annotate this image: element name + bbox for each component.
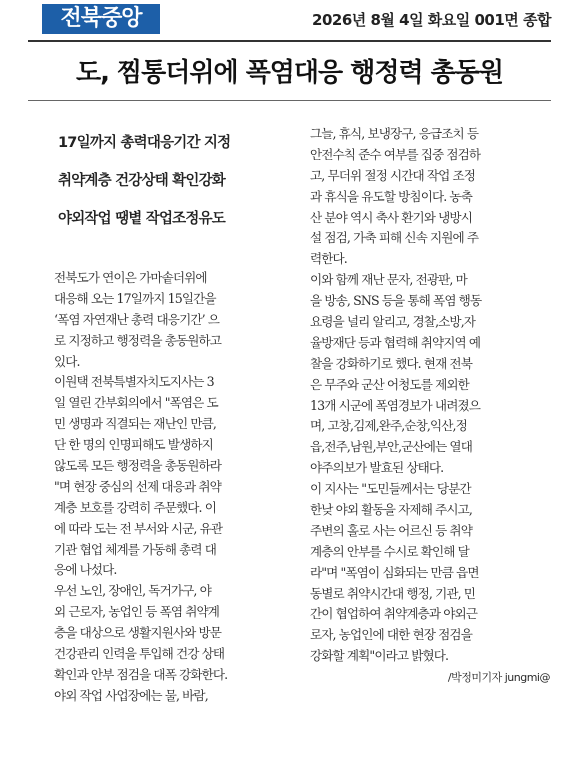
- body-line: 은 무주와 군산 어청도를 제외한: [310, 376, 469, 392]
- top-rule: [28, 40, 551, 42]
- body-line: "며 현장 중심의 선제 대응과 취약: [54, 478, 221, 494]
- subheads: [58, 124, 298, 238]
- body-line: 설 점검, 가축 피해 신속 지원에 주: [310, 230, 479, 246]
- byline-row: [310, 667, 550, 688]
- subhead: 야외작업 땡볕 작업조정유도: [58, 211, 225, 227]
- body-line: 산 분야 역시 축사 환기와 냉방시: [310, 209, 472, 225]
- body-line: 층을 대상으로 생활지원사와 방문: [54, 625, 222, 641]
- headline-rule: [28, 100, 551, 101]
- right-column: [310, 124, 550, 688]
- body-line: 이 지사는 "도민들께서는 당분간: [310, 481, 471, 497]
- body-line: 간이 협업하여 취약계층과 야외근: [310, 606, 478, 622]
- body-line: 있다.: [54, 353, 80, 369]
- body-line: 기관 협업 체계를 가동해 총력 대: [54, 541, 216, 557]
- subhead: 17일까지 총력대응기간 지정: [58, 135, 231, 151]
- body-line: 율방재단 등과 협력해 취약지역 예: [310, 334, 481, 350]
- body-line: 확인과 안부 점검을 대폭 강화한다.: [54, 666, 228, 682]
- masthead: [0, 0, 579, 44]
- body-line: 전북도가 연이은 가마솥더위에: [54, 270, 207, 285]
- subhead: 취약계층 건강상태 확인강화: [58, 173, 225, 189]
- byline: /박정미기자 jungmi@: [447, 671, 550, 685]
- body-line: 대응해 오는 17일까지 15일간을: [54, 290, 216, 306]
- headline: 도, 찜통더위에 폭염대응 행정력 총동원: [76, 58, 503, 88]
- body-line: 우선 노인, 장애인, 독거가구, 야: [54, 583, 211, 599]
- body-line: 야주의보가 발효된 상태다.: [310, 460, 444, 476]
- body-line: 외 근로자, 농업인 등 폭염 취약계: [54, 604, 220, 620]
- body-line: 과 휴식을 유도할 방침이다. 농축: [310, 188, 472, 204]
- body-line: 한낮 야외 활동을 자제해 주시고,: [310, 502, 472, 518]
- body-line: 동별로 취약시간대 행정, 기관, 민: [310, 585, 476, 601]
- dateline: 2026년 8월 4일 화요일 001면 종합: [312, 11, 551, 29]
- body-line: 에 따라 도는 전 부서와 시군, 유관: [54, 520, 223, 536]
- body-line: 강화할 계획"이라고 밝혔다.: [310, 648, 449, 664]
- body-line: 주변의 홀로 사는 어르신 등 취약: [310, 522, 472, 538]
- body-line: 13개 시군에 폭염경보가 내려졌으: [310, 397, 480, 413]
- body-line: 응에 나섰다.: [54, 562, 117, 578]
- body-line: 고, 무더위 절정 시간대 작업 조정: [310, 167, 476, 183]
- body-line: 을 방송, SNS 등을 통해 폭염 행동: [310, 293, 482, 309]
- left-column: [54, 268, 292, 707]
- body-line: 않도록 모든 행정력을 총동원하라: [54, 458, 222, 474]
- body-line: 며, 고창,김제,완주,순창,익산,정: [310, 418, 467, 434]
- body-line: 건강관리 인력을 투입해 건강 상태: [54, 646, 225, 662]
- body-line: ‘폭염 자연재난 총력 대응기간’ 으: [54, 311, 220, 327]
- body-line: 그늘, 휴식, 보냉장구, 응급조치 등: [310, 126, 479, 141]
- newspaper-logo: 전북중앙: [42, 4, 160, 34]
- body-line: 로자, 농업인에 대한 현장 점검을: [310, 627, 472, 643]
- body-line: 단 한 명의 인명피해도 발생하지: [54, 437, 213, 453]
- body-line: 민 생명과 직결되는 재난인 만큼,: [54, 416, 216, 432]
- body-line: 력한다.: [310, 251, 347, 267]
- body-line: 요령을 널리 알리고, 경찰,소방,자: [310, 314, 476, 330]
- body-line: 계층 보호를 강력히 주문했다. 이: [54, 499, 216, 515]
- body-line: 야외 작업 사업장에는 물, 바람,: [54, 687, 208, 703]
- body-line: 라"며 "폭염이 심화되는 만큼 읍면: [310, 564, 479, 580]
- body-line: 안전수칙 준수 여부를 집중 점검하: [310, 146, 481, 162]
- body-line: 일 열린 간부회의에서 "폭염은 도: [54, 395, 218, 411]
- body-line: 로 지정하고 행정력을 총동원하고: [54, 332, 222, 348]
- body-line: 이와 함께 재난 문자, 전광판, 마: [310, 272, 467, 288]
- body-line: 계층의 안부를 수시로 확인해 달: [310, 543, 469, 559]
- body-line: 이원택 전북특별자치도지사는 3: [54, 374, 214, 390]
- body-line: 읍,전주,남원,부안,군산에는 열대: [310, 439, 472, 455]
- body-line: 찰을 강화하기로 했다. 현재 전북: [310, 355, 472, 371]
